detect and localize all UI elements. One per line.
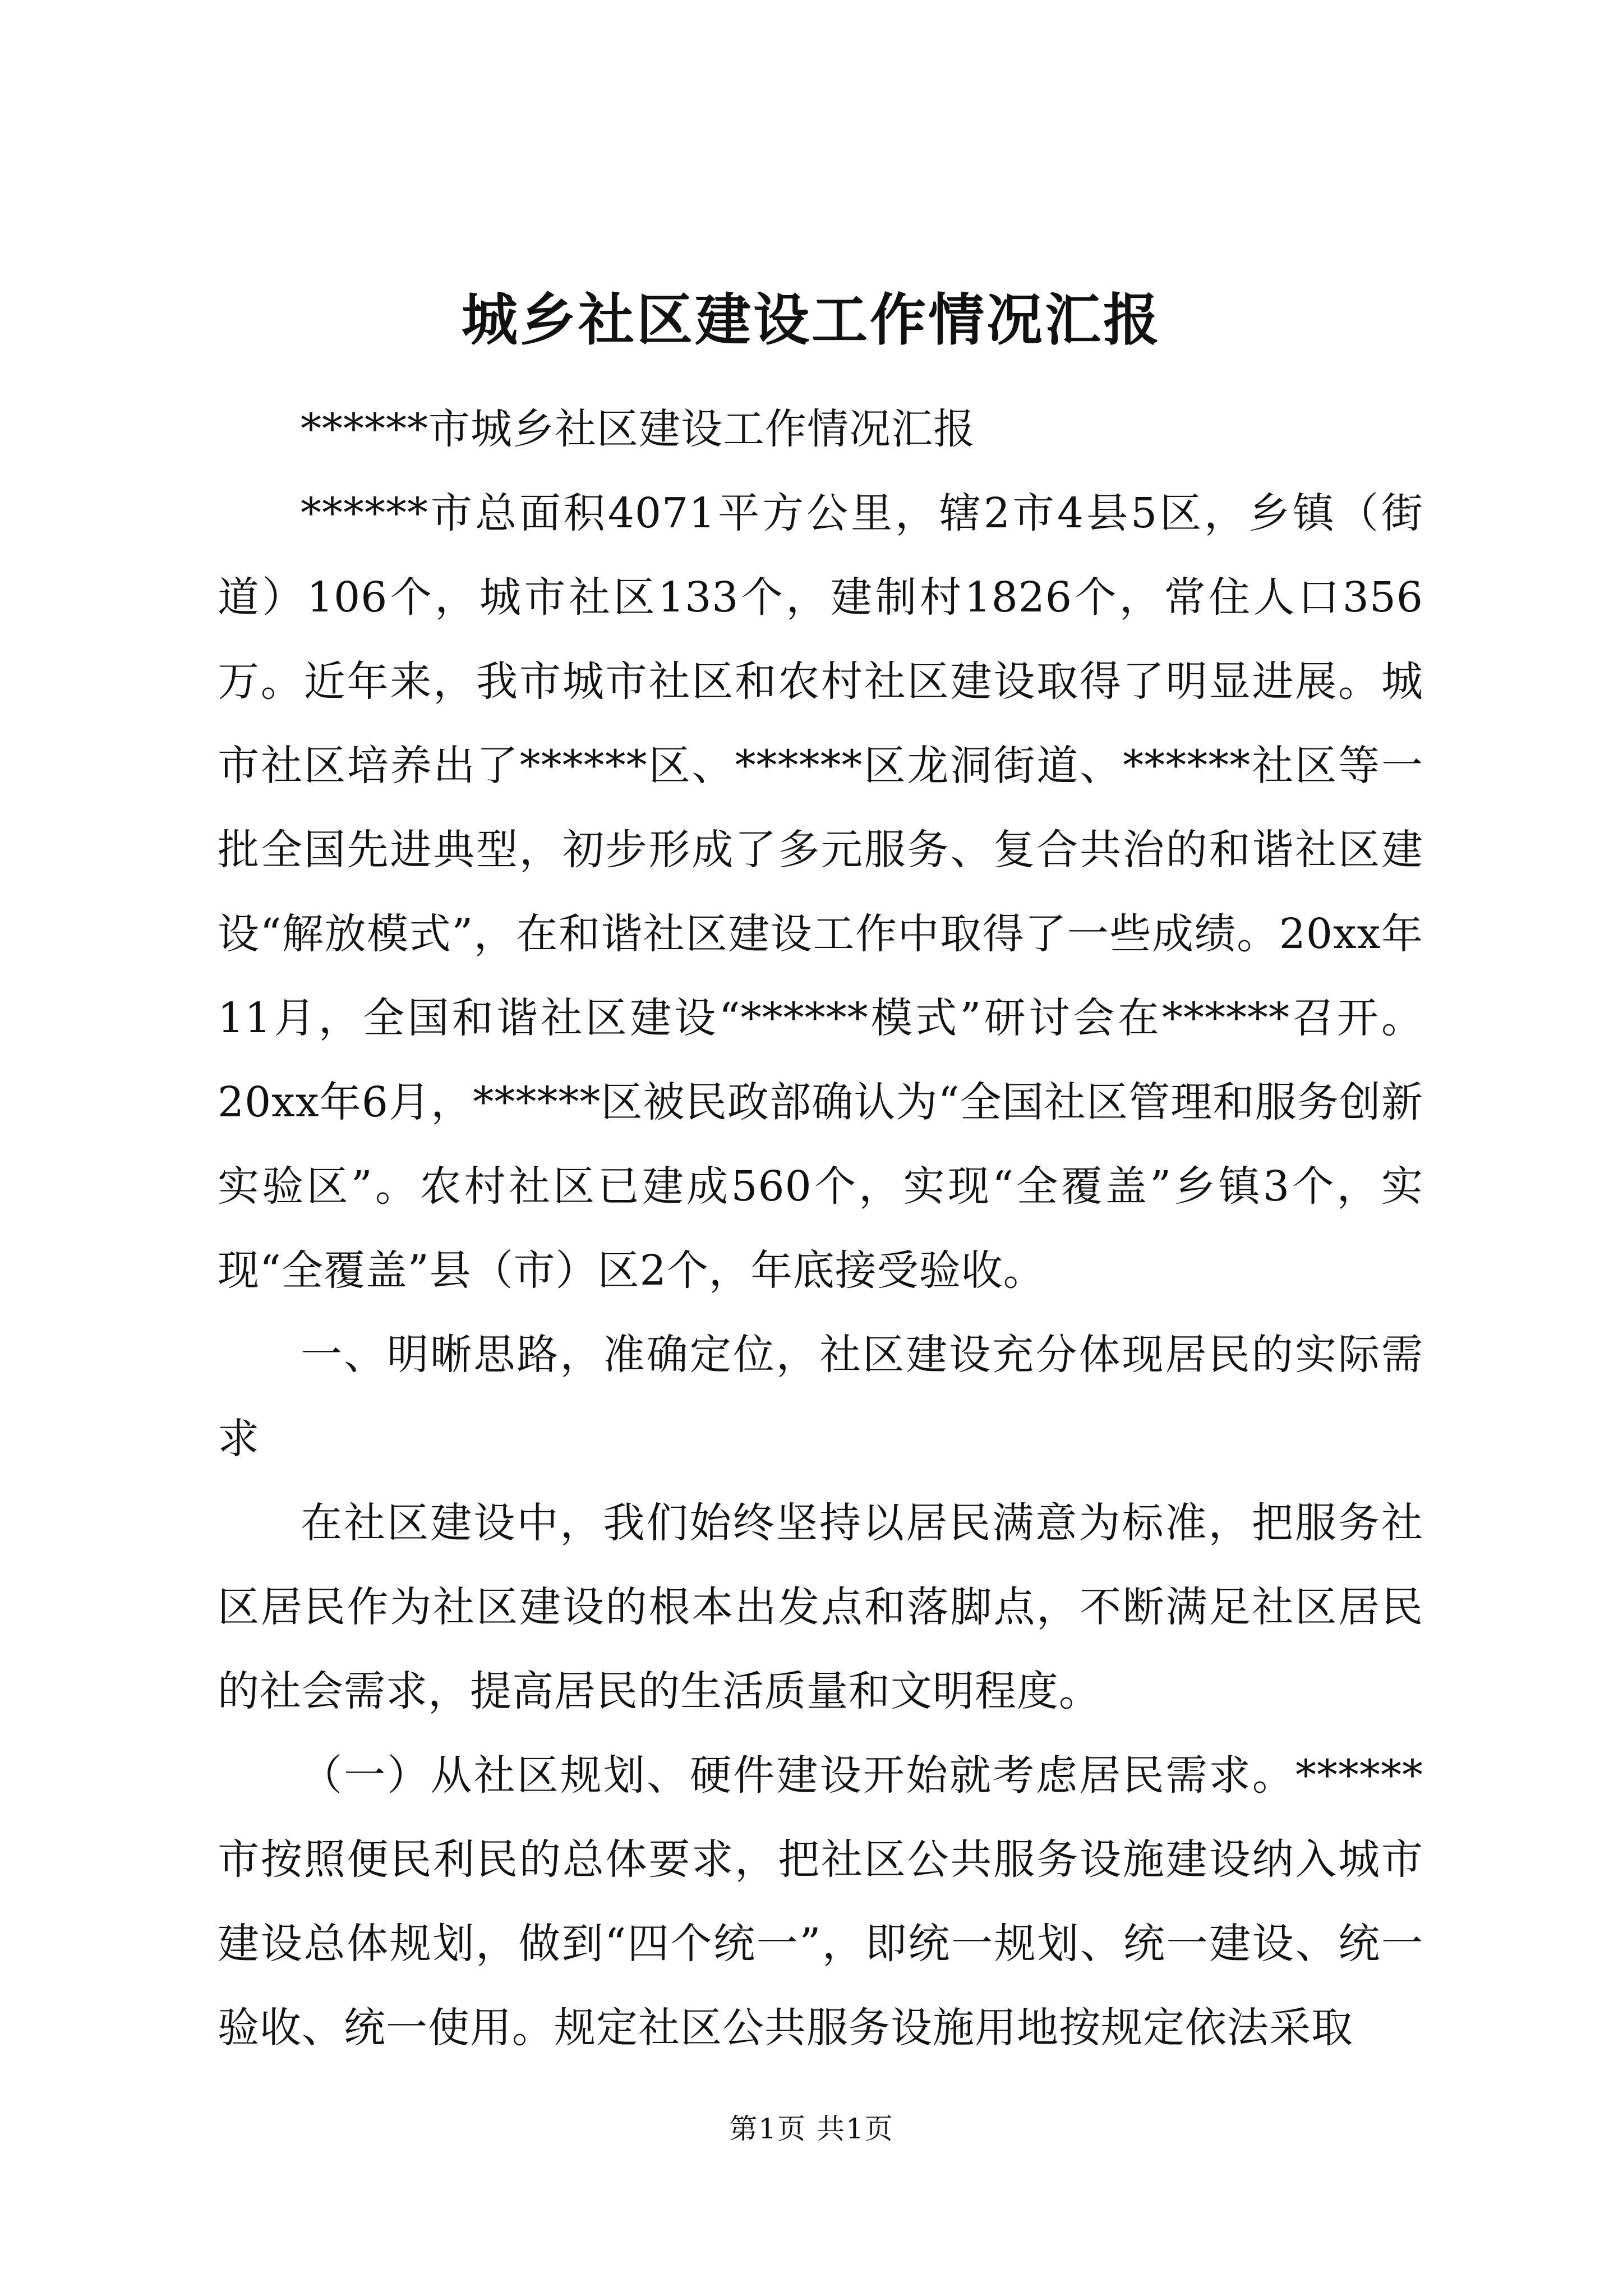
document-title: 城乡社区建设工作情况汇报 — [462, 287, 1161, 353]
document-body — [218, 387, 1423, 2070]
section-heading-1: 一、明晰思路，准确定位，社区建设充分体现居民的实际需求 — [218, 1331, 1423, 1463]
section-1-paragraph: 在社区建设中，我们始终坚持以居民满意为标准，把服务社区居民作为社区建设的根本出发点和落脚点，不断满足社区居民的社会需求，提高居民的生活质量和文明程度。 — [218, 1499, 1423, 1715]
overview-paragraph: ******市总面积4071平方公里，辖2市4县5区，乡镇（街道）106个，城市社区133个，建制村1826个，常住人口356万。近年来，我市城市社区和农村社区建设取得了明显进展。城市社区培养出了******区、******区龙洞街道、******社区等一批全国先进典型，初步形成了多元服务、复合共治的和谐社区建设“解放模式”，在和谐社区建设工作中取得了一些成绩。20xx年11月，全国和谐社区建设“******模式”研讨会在******召开。20xx年6月，******区被民政部确认为“全国社区管理和服务创新实验区”。农村社区已建成560个，实现“全覆盖”乡镇3个，实现“全覆盖”县（市）区2个，年底接受验收。 — [218, 489, 1423, 1295]
subtitle-paragraph: ******市城乡社区建设工作情况汇报 — [301, 405, 975, 453]
subsection-1-paragraph: （一）从社区规划、硬件建设开始就考虑居民需求。******市按照便民利民的总体要求，把社区公共服务设施建设纳入城市建设总体规划，做到“四个统一”，即统一规划、统一建设、统一验收、统一使用。规定社区公共服务设施用地按规定依法采取 — [218, 1751, 1423, 2052]
page-footer: 第1页 共1页 — [729, 2113, 894, 2145]
